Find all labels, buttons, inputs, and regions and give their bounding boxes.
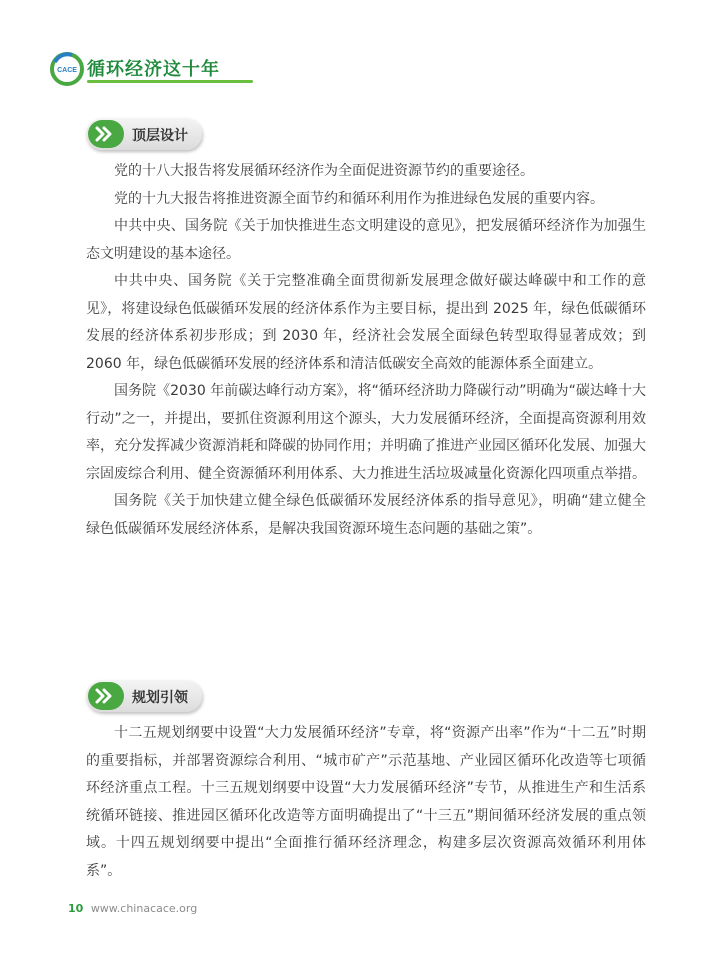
page-header [50, 52, 220, 86]
paragraph: 党的十九大报告将推进资源全面节约和循环利用作为推进绿色发展的重要内容。 [114, 190, 604, 207]
paragraph: 中共中央、国务院《关于完整准确全面贯彻新发展理念做好碳达峰碳中和工作的意见》，将建设绿色低碳循环发展的经济体系作为主要目标，提出到 2025 年，绿色低碳循环发展的经济体系初步形成；到 2030 年，经济社会发展全面绿色转型取得显著成效；到 2060 年，绿色低碳循环发展的经济体系和清洁低碳安全高效的能源体系全面建立。 [86, 273, 646, 372]
paragraph: 中共中央、国务院《关于加快推进生态文明建设的意见》，把发展循环经济作为加强生态文明建设的基本途径。 [86, 218, 646, 262]
section-title: 规划引领 [132, 690, 188, 706]
section-title: 顶层设计 [132, 128, 188, 144]
paragraph: 十二五规划纲要中设置“大力发展循环经济”专章，将“资源产出率”作为“十二五”时期的重要指标，并部署资源综合利用、“城市矿产”示范基地、产业园区循环化改造等七项循环经济重点工程。十三五规划纲要中设置“大力发展循环经济”专节，从推进生产和生活系统循环链接、推进园区循环化改造等方面明确提出了“十三五”期间循环经济发展的重点领域。十四五规划纲要中提出“全面推行循环经济理念，构建多层次资源高效循环利用体系”。 [86, 725, 646, 879]
double-chevron-right-icon [88, 120, 124, 148]
paragraph: 国务院《关于加快建立健全绿色低碳循环发展经济体系的指导意见》，明确“建立健全绿色低碳循环发展经济体系，是解决我国资源环境生态问题的基础之策”。 [86, 493, 646, 537]
cace-logo-icon [50, 52, 84, 86]
header-underline [87, 80, 253, 83]
page-number: 10 [68, 902, 84, 915]
section-tag-top-design [86, 118, 204, 152]
website-url: www.chinacace.org [90, 902, 198, 915]
section-body-top-design [86, 158, 646, 543]
header-title: 循环经济这十年 [87, 59, 220, 80]
paragraph: 国务院《2030 年前碳达峰行动方案》，将“循环经济助力降碳行动”明确为“碳达峰十大行动”之一，并提出，要抓住资源利用这个源头，大力发展循环经济，全面提高资源利用效率，充分发挥减少资源消耗和降碳的协同作用；并明确了推进产业园区循环化发展、加强大宗固废综合利用、健全资源循环利用体系、大力推进生活垃圾减量化资源化四项重点举措。 [86, 383, 646, 482]
section-tag-planning [86, 680, 204, 714]
page-footer [68, 902, 197, 915]
section-body-planning [86, 720, 646, 885]
paragraph: 党的十八大报告将发展循环经济作为全面促进资源节约的重要途径。 [114, 163, 534, 179]
double-chevron-right-icon [88, 682, 124, 710]
logo-text: CACE [57, 67, 77, 74]
